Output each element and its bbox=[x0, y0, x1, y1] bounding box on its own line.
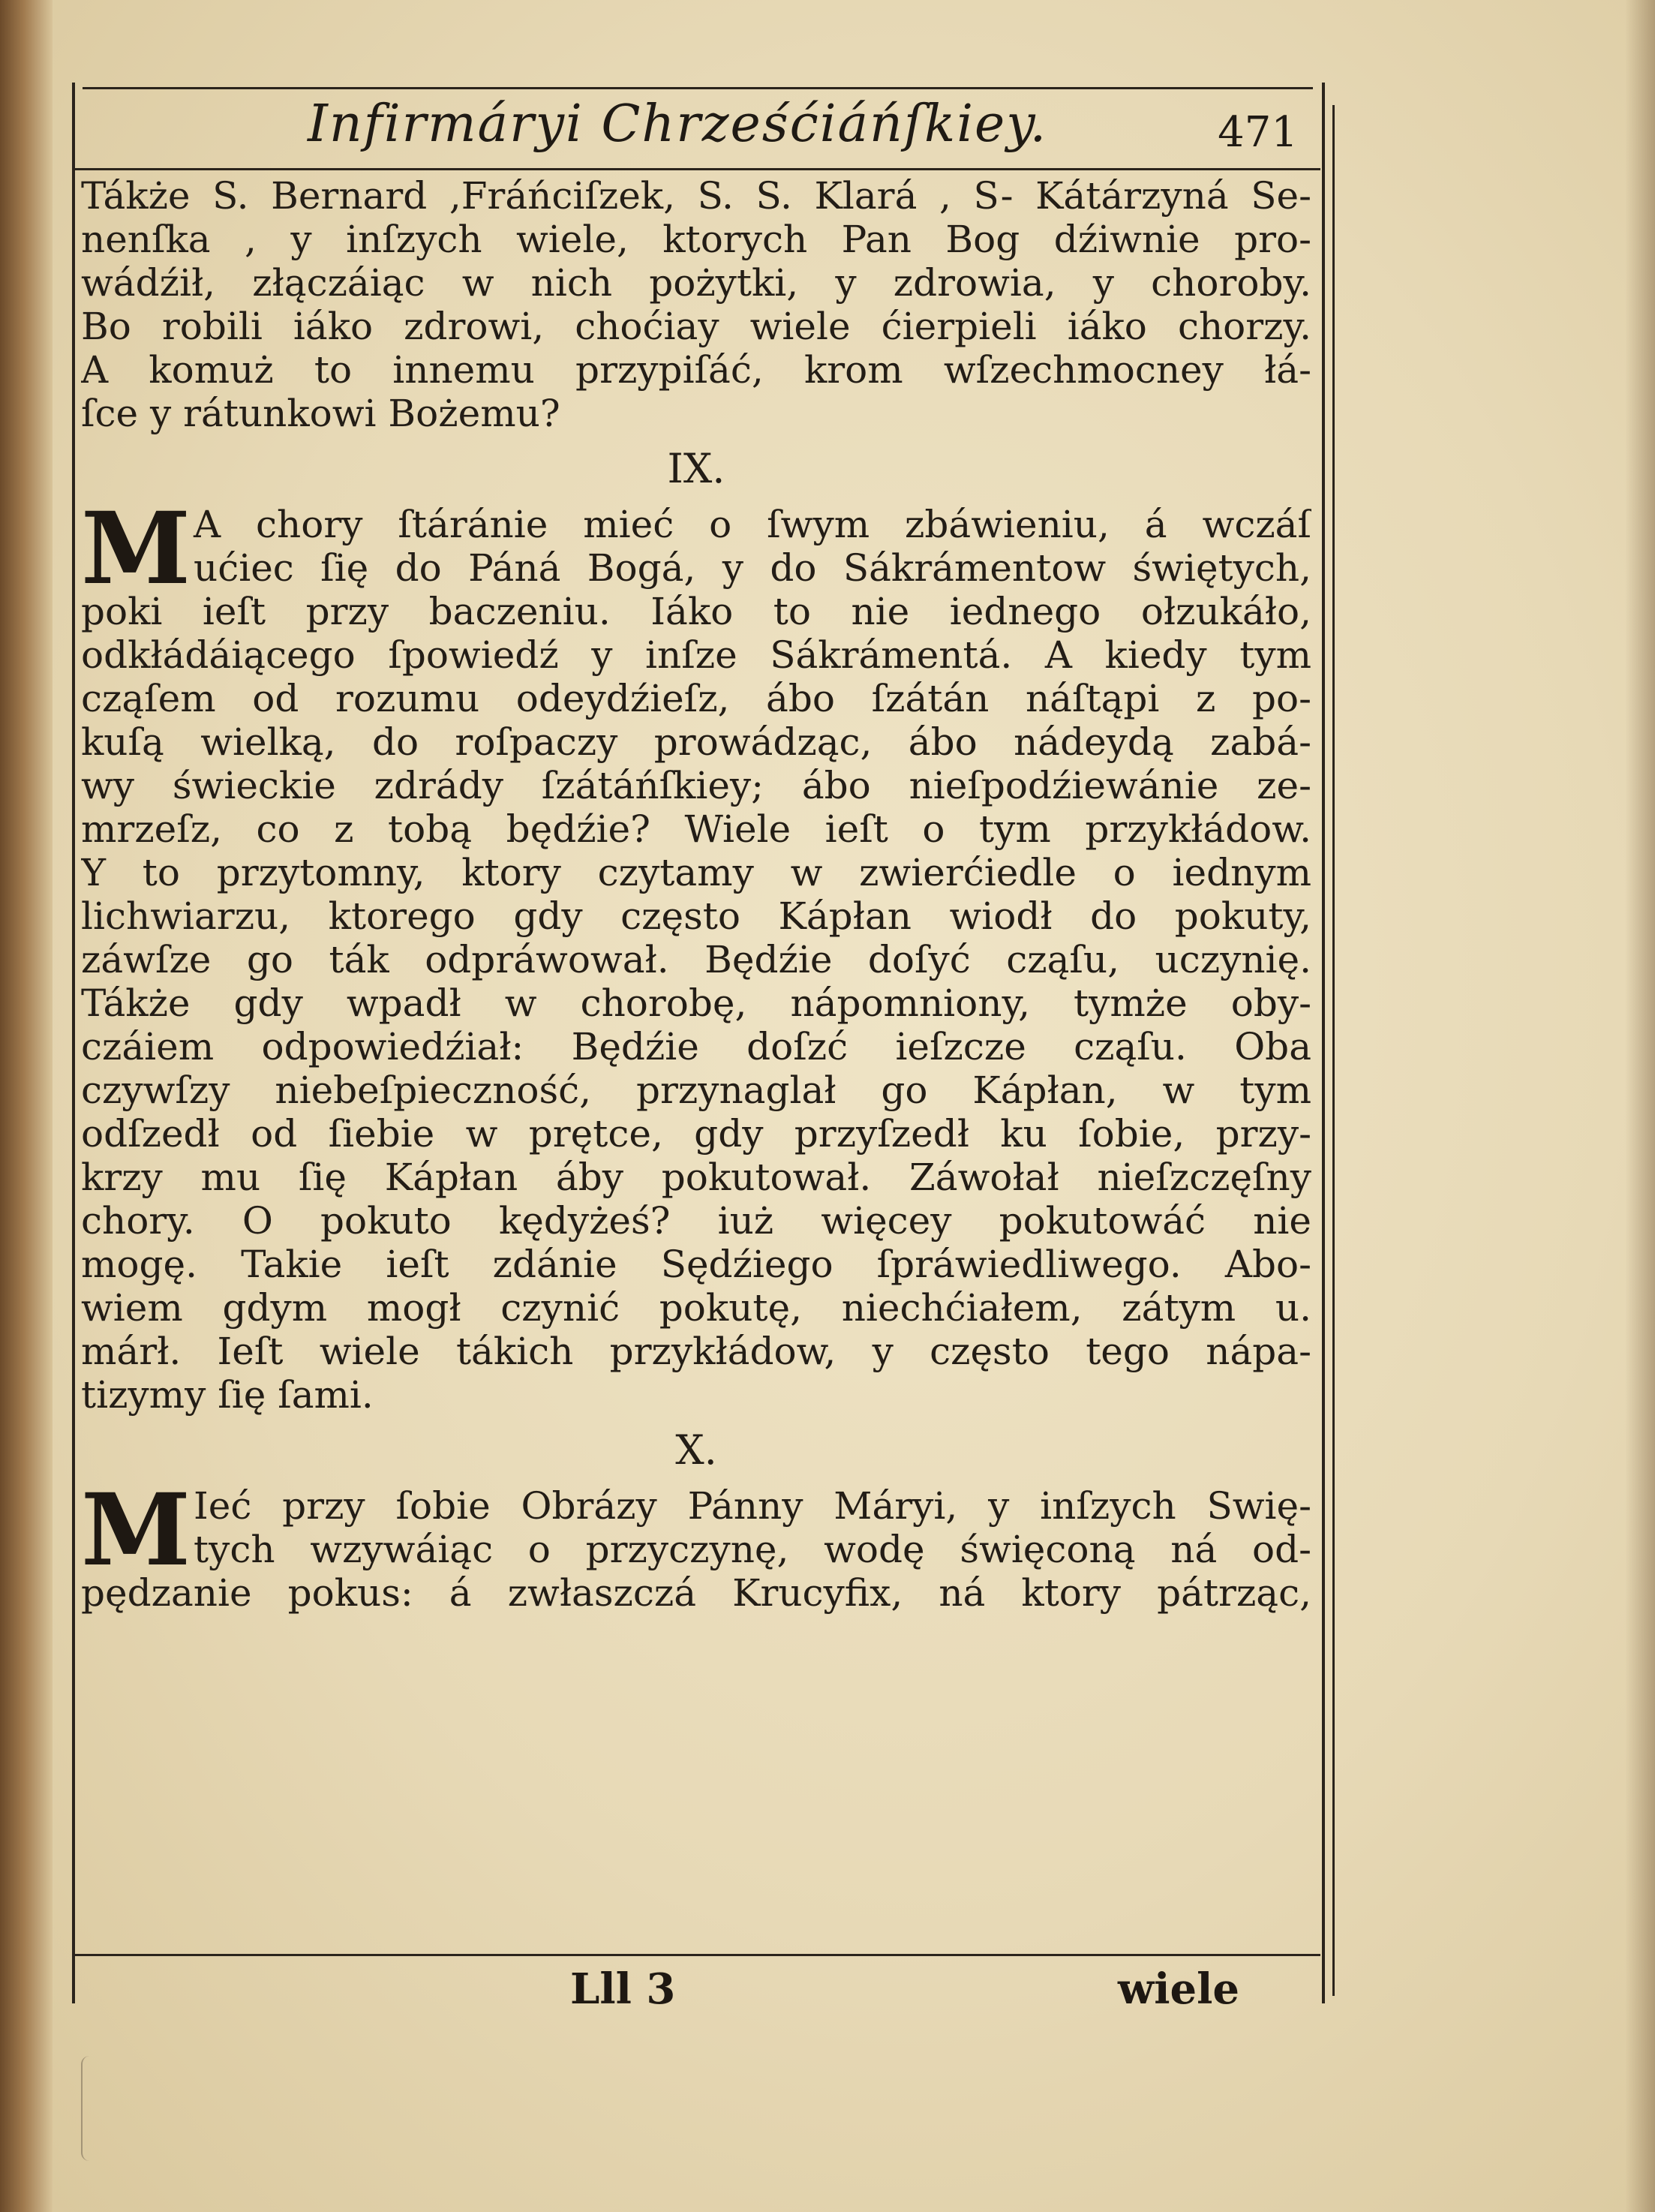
text-line: poki ieſt przy baczeniu. Iáko to nie iednego ołzukáło, bbox=[81, 590, 1311, 633]
body-text bbox=[81, 174, 1311, 1615]
text-line: záwſze go ták odpráwował. Będźie doſyć cząſu, uczynię. bbox=[81, 938, 1311, 981]
text-line: tych wzywáiąc o przyczynę, wodę święconą ná od- bbox=[194, 1528, 1311, 1571]
text-line: márł. Ieſt wiele tákich przykłádow, y często tego nápa- bbox=[81, 1330, 1311, 1373]
page-edge-shadow bbox=[1625, 0, 1655, 2212]
bottom-rule bbox=[75, 1954, 1320, 1956]
text-line: tizymy ſię ſami. bbox=[81, 1373, 374, 1417]
signature-mark: Lll 3 bbox=[570, 1964, 676, 2014]
text-line: Tákże gdy wpadł w chorobę, nápomniony, tymże oby- bbox=[81, 981, 1311, 1025]
running-header bbox=[83, 95, 1313, 167]
text-line: wádźił, złączáiąc w nich pożytki, y zdrowia, y choroby. bbox=[81, 261, 1311, 305]
paragraph-2 bbox=[81, 491, 1311, 1417]
text-line: odſzedł od ſiebie w prętce, gdy przyſzedł ku ſobie, przy- bbox=[81, 1112, 1311, 1156]
text-line: A chory ſtáránie mieć o ſwym zbáwieniu, á wczáſ bbox=[194, 503, 1311, 546]
paragraph-3 bbox=[81, 1472, 1311, 1615]
text-line: chory. O pokuto kędyżeś? iuż więcey pokutowáć nie bbox=[81, 1199, 1311, 1243]
text-line: lichwiarzu, ktorego gdy często Kápłan wiodł do pokuty, bbox=[81, 894, 1311, 938]
text-line: ſce y rátunkowi Bożemu? bbox=[81, 392, 560, 435]
text-line: cząſem od rozumu odeydźieſz, ábo ſzátán náſtąpi z po- bbox=[81, 677, 1311, 720]
text-line: Ieć przy ſobie Obrázy Pánny Máryi, y inſzych Swię- bbox=[194, 1484, 1311, 1528]
text-line: Y to przytomny, ktory czytamy w zwierćiedle o iednym bbox=[81, 851, 1311, 894]
text-line: Bo robili iáko zdrowi, choćiay wiele ćierpieli iáko chorzy. bbox=[81, 305, 1311, 348]
paragraph-1 bbox=[81, 174, 1311, 435]
text-line: nenſka , y inſzych wiele, ktorych Pan Bog dźiwnie pro- bbox=[81, 218, 1311, 261]
text-line: wy świeckie zdrády ſzátáńſkiey; ábo nieſpodźiewánie ze- bbox=[81, 764, 1311, 807]
outer-frame-rule bbox=[1332, 105, 1335, 1996]
text-line: wiem gdym mogł czynić pokutę, niechćiałem, zátym u. bbox=[81, 1286, 1311, 1330]
margin-pencil-mark bbox=[81, 2056, 98, 2161]
text-line: Tákże S. Bernard ,Fráńciſzek, S. S. Klará , S- Kátárzyná Se- bbox=[81, 174, 1311, 218]
catchword: wiele bbox=[1118, 1964, 1240, 2014]
running-title: Infirmáryi Chrześćiáńſkiey. bbox=[308, 95, 1048, 154]
binding-gutter bbox=[0, 0, 53, 2212]
text-line: mrzeſz, co z tobą będźie? Wiele ieſt o tym przykłádow. bbox=[81, 807, 1311, 851]
text-line: kuſą wielką, do roſpaczy prowádząc, ábo nádeydą zabá- bbox=[81, 720, 1311, 764]
text-line: mogę. Takie ieſt zdánie Sędźiego ſpráwiedliwego. Abo- bbox=[81, 1243, 1311, 1286]
page-number: 471 bbox=[1218, 108, 1298, 157]
section-numeral-ix: IX. bbox=[667, 445, 725, 492]
text-line: A komuż to innemu przypiſáć, krom wſzechmocney łá- bbox=[81, 348, 1311, 392]
text-line: odkłádáiącego ſpowiedź y inſze Sákrámentá. A kiedy tym bbox=[81, 633, 1311, 677]
section-numeral-x: X. bbox=[675, 1426, 717, 1474]
text-line: pędzanie pokus: á zwłaszczá Krucyfix, ná ktory pátrząc, bbox=[81, 1571, 1311, 1615]
text-line: czáiem odpowiedźiał: Będźie doſzć ieſzcze cząſu. Oba bbox=[81, 1025, 1311, 1068]
drop-cap: M bbox=[81, 1472, 191, 1588]
drop-cap: M bbox=[81, 491, 191, 607]
text-line: czywſzy niebeſpieczność, przynaglał go Kápłan, w tym bbox=[81, 1068, 1311, 1112]
text-line: krzy mu ſię Kápłan áby pokutował. Záwołał nieſzczęſny bbox=[81, 1156, 1311, 1199]
text-line: ućiec ſię do Páná Bogá, y do Sákrámentow świętych, bbox=[194, 546, 1311, 590]
header-rule bbox=[75, 168, 1320, 170]
